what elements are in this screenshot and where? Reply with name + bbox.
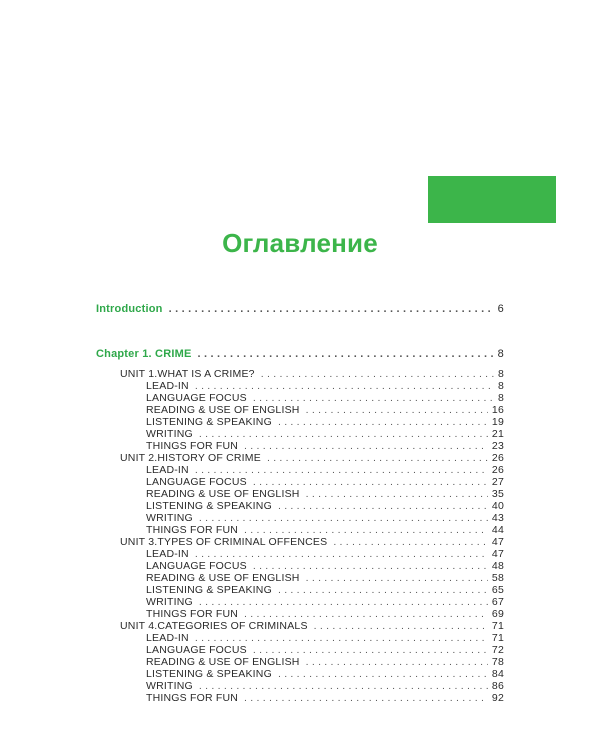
toc-section[interactable] bbox=[146, 416, 504, 428]
toc-section[interactable] bbox=[146, 440, 504, 452]
toc-page-number: 26 bbox=[491, 452, 504, 464]
section-label: LEAD-IN bbox=[146, 548, 189, 560]
leader-dots bbox=[195, 380, 494, 392]
unit-number: UNIT 4. bbox=[120, 620, 158, 632]
leader-dots bbox=[199, 512, 488, 524]
toc-section[interactable] bbox=[146, 572, 504, 584]
leader-dots bbox=[314, 620, 488, 632]
section-label: THINGS FOR FUN bbox=[146, 692, 239, 704]
toc-page-number: 6 bbox=[497, 303, 504, 315]
section-label: READING & USE OF ENGLISH bbox=[146, 404, 300, 416]
unit-title: HISTORY OF CRIME bbox=[157, 452, 261, 464]
leader-dots bbox=[244, 440, 488, 452]
toc-page-number: 84 bbox=[491, 668, 504, 680]
toc-introduction[interactable] bbox=[96, 303, 504, 315]
toc-section[interactable] bbox=[146, 548, 504, 560]
leader-dots bbox=[169, 303, 494, 315]
section-label: WRITING bbox=[146, 512, 193, 524]
leader-dots bbox=[195, 632, 488, 644]
leader-dots bbox=[244, 692, 488, 704]
toc-page-number: 23 bbox=[491, 440, 504, 452]
toc-section[interactable] bbox=[146, 476, 504, 488]
unit-title: CATEGORIES OF CRIMINALS bbox=[157, 620, 308, 632]
decorative-green-block bbox=[428, 176, 556, 223]
section-label: LISTENING & SPEAKING bbox=[146, 668, 272, 680]
leader-dots bbox=[306, 656, 488, 668]
toc-page-number: 8 bbox=[497, 348, 504, 360]
leader-dots bbox=[195, 464, 488, 476]
section-label: LEAD-IN bbox=[146, 380, 189, 392]
toc-page-number: 21 bbox=[491, 428, 504, 440]
toc-section[interactable] bbox=[146, 404, 504, 416]
toc-page-number: 92 bbox=[491, 692, 504, 704]
section-label: LISTENING & SPEAKING bbox=[146, 416, 272, 428]
toc-section[interactable] bbox=[146, 512, 504, 524]
toc-page-number: 8 bbox=[497, 368, 504, 380]
toc-section[interactable] bbox=[146, 464, 504, 476]
toc-page-number: 40 bbox=[491, 500, 504, 512]
section-label: LANGUAGE FOCUS bbox=[146, 476, 247, 488]
section-label: LEAD-IN bbox=[146, 632, 189, 644]
toc-page-number: 16 bbox=[491, 404, 504, 416]
leader-dots bbox=[199, 428, 488, 440]
toc-unit-1[interactable] bbox=[120, 368, 504, 380]
toc-section[interactable] bbox=[146, 560, 504, 572]
toc-section[interactable] bbox=[146, 500, 504, 512]
toc-label: Chapter 1. CRIME bbox=[96, 348, 192, 360]
toc-section[interactable] bbox=[146, 692, 504, 704]
section-label: THINGS FOR FUN bbox=[146, 440, 239, 452]
toc-section[interactable] bbox=[146, 656, 504, 668]
toc-section[interactable] bbox=[146, 632, 504, 644]
toc-section[interactable] bbox=[146, 668, 504, 680]
toc-section[interactable] bbox=[146, 680, 504, 692]
toc-page-number: 19 bbox=[491, 416, 504, 428]
section-label: READING & USE OF ENGLISH bbox=[146, 656, 300, 668]
section-label: WRITING bbox=[146, 596, 193, 608]
leader-dots bbox=[198, 348, 494, 360]
leader-dots bbox=[267, 452, 488, 464]
toc-page-number: 44 bbox=[491, 524, 504, 536]
leader-dots bbox=[306, 404, 488, 416]
unit-number: UNIT 3. bbox=[120, 536, 158, 548]
toc-section[interactable] bbox=[146, 584, 504, 596]
leader-dots bbox=[278, 416, 488, 428]
toc-page-number: 27 bbox=[491, 476, 504, 488]
leader-dots bbox=[253, 476, 488, 488]
toc-page-number: 47 bbox=[491, 536, 504, 548]
unit-title: WHAT IS A CRIME? bbox=[157, 368, 255, 380]
leader-dots bbox=[278, 584, 488, 596]
toc-chapter-1[interactable] bbox=[96, 348, 504, 360]
leader-dots bbox=[306, 488, 488, 500]
toc-page-number: 43 bbox=[491, 512, 504, 524]
toc-page-number: 69 bbox=[491, 608, 504, 620]
toc-section[interactable] bbox=[146, 524, 504, 536]
toc-section[interactable] bbox=[146, 608, 504, 620]
unit-number: UNIT 1. bbox=[120, 368, 158, 380]
toc-unit-3[interactable] bbox=[120, 536, 504, 548]
section-label: LISTENING & SPEAKING bbox=[146, 500, 272, 512]
toc-page-number: 8 bbox=[497, 380, 504, 392]
leader-dots bbox=[278, 500, 488, 512]
toc-label: Introduction bbox=[96, 303, 163, 315]
section-label: LANGUAGE FOCUS bbox=[146, 392, 247, 404]
leader-dots bbox=[253, 644, 488, 656]
leader-dots bbox=[244, 524, 488, 536]
leader-dots bbox=[261, 368, 494, 380]
toc-section[interactable] bbox=[146, 596, 504, 608]
page-title: Оглавление bbox=[222, 228, 378, 258]
toc-section[interactable] bbox=[146, 380, 504, 392]
toc-page-number: 71 bbox=[491, 632, 504, 644]
toc-page-number: 65 bbox=[491, 584, 504, 596]
section-label: WRITING bbox=[146, 428, 193, 440]
toc-section[interactable] bbox=[146, 644, 504, 656]
leader-dots bbox=[333, 536, 488, 548]
section-label: LANGUAGE FOCUS bbox=[146, 560, 247, 572]
section-label: LEAD-IN bbox=[146, 464, 189, 476]
section-label: THINGS FOR FUN bbox=[146, 524, 239, 536]
toc-page-number: 67 bbox=[491, 596, 504, 608]
leader-dots bbox=[195, 548, 488, 560]
section-label: LANGUAGE FOCUS bbox=[146, 644, 247, 656]
leader-dots bbox=[253, 560, 488, 572]
toc-page-number: 8 bbox=[497, 392, 504, 404]
leader-dots bbox=[278, 668, 488, 680]
toc-page-number: 71 bbox=[491, 620, 504, 632]
toc-page-number: 35 bbox=[491, 488, 504, 500]
section-label: LISTENING & SPEAKING bbox=[146, 584, 272, 596]
toc-page-number: 86 bbox=[491, 680, 504, 692]
section-label: WRITING bbox=[146, 680, 193, 692]
section-label: THINGS FOR FUN bbox=[146, 608, 239, 620]
unit-title: TYPES OF CRIMINAL OFFENCES bbox=[157, 536, 328, 548]
section-label: READING & USE OF ENGLISH bbox=[146, 488, 300, 500]
leader-dots bbox=[306, 572, 488, 584]
leader-dots bbox=[244, 608, 488, 620]
toc-section[interactable] bbox=[146, 488, 504, 500]
toc-page-number: 47 bbox=[491, 548, 504, 560]
toc-page-number: 78 bbox=[491, 656, 504, 668]
leader-dots bbox=[199, 680, 488, 692]
toc-unit-4[interactable] bbox=[120, 620, 504, 632]
leader-dots bbox=[199, 596, 488, 608]
toc-page-number: 26 bbox=[491, 464, 504, 476]
toc-section[interactable] bbox=[146, 428, 504, 440]
toc-page-number: 48 bbox=[491, 560, 504, 572]
unit-number: UNIT 2. bbox=[120, 452, 158, 464]
leader-dots bbox=[253, 392, 494, 404]
section-label: READING & USE OF ENGLISH bbox=[146, 572, 300, 584]
toc-page-number: 58 bbox=[491, 572, 504, 584]
toc-page-number: 72 bbox=[491, 644, 504, 656]
toc-unit-2[interactable] bbox=[120, 452, 504, 464]
toc-section[interactable] bbox=[146, 392, 504, 404]
